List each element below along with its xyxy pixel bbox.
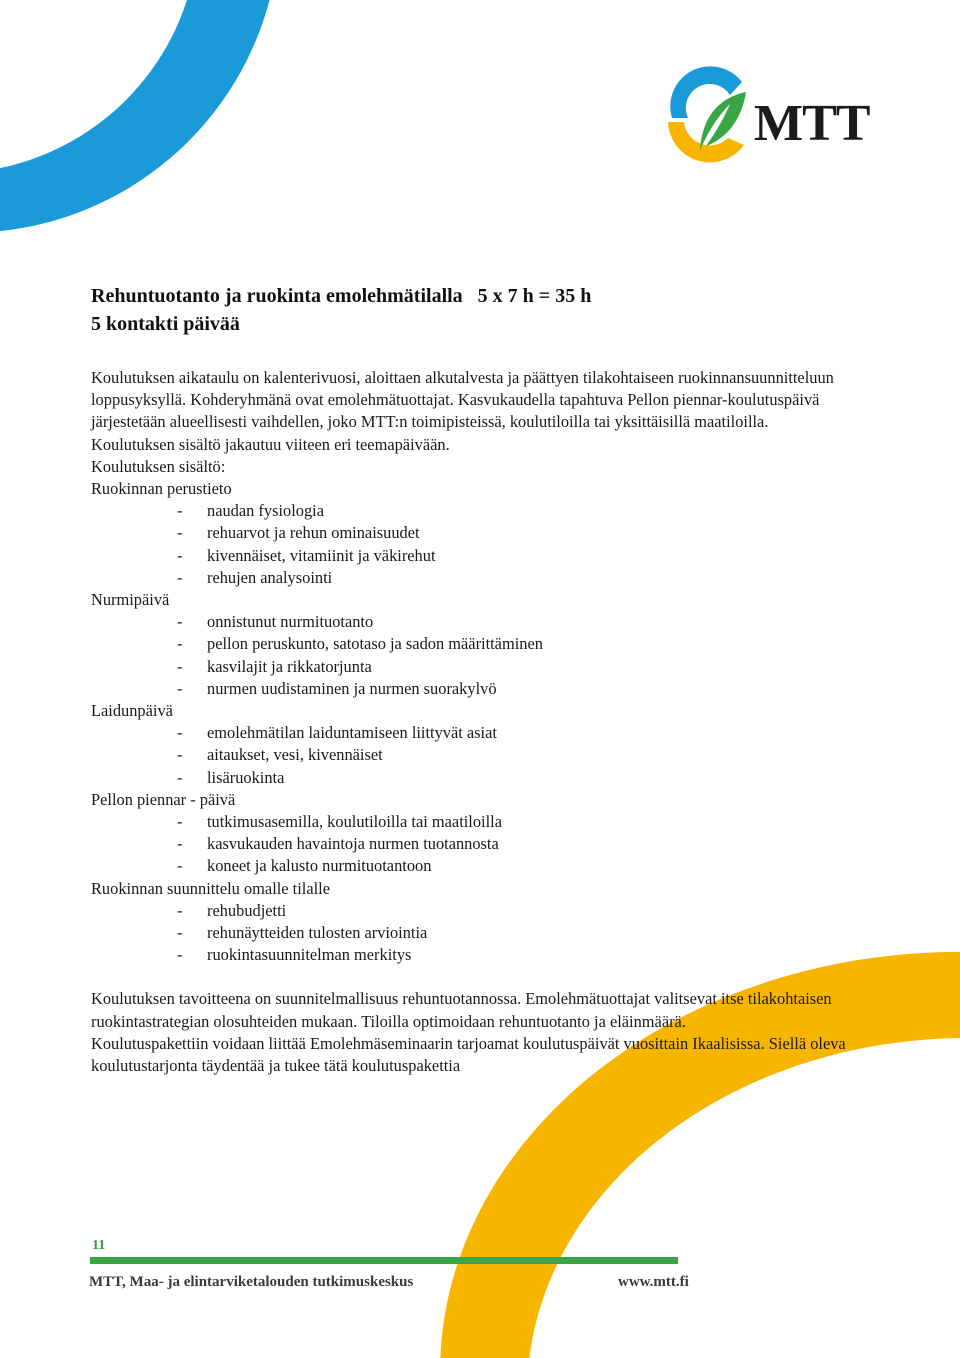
list-item: - kivennäiset, vitamiinit ja väkirehut (177, 545, 436, 565)
list-item: - emolehmätilan laiduntamiseen liittyvät asiat (177, 723, 497, 743)
goal-paragraph: Koulutuksen tavoitteena on suunnitelmallisuus rehuntuotannossa. Emolehmätuottajat valitsevat itse tilakohtaisen ruokintastrategian olosuhteiden mukaan. Tiloilla optimoidaan rehuntuotanto ja eläinmäärä. (91, 989, 832, 1031)
list-item: - rehujen analysointi (177, 567, 333, 587)
intro-paragraph: Koulutuksen aikataulu on kalenterivuosi, aloittaen alkutalvesta ja päättyen tilakohtaiseen ruokinnansuunnitteluun loppusyksyllä. Kohderyhmänä ovat emolehmätuottajat. Kasvukaudella tapahtuva Pellon piennar-koulutuspäivä järjestetään alueellisesti vaihdellen, joko MTT:n toimipisteissä, koulutiloilla tai yksittäisillä maatiloilla. Koulutuksen sisältö jakautuu viiteen eri teemapäivään. (91, 368, 834, 454)
list-item: - ruokintasuunnitelman merkitys (177, 945, 412, 965)
section-list (91, 611, 851, 700)
footer-organization: MTT, Maa- ja elintarviketalouden tutkimuskeskus (89, 1274, 414, 1290)
section-list (91, 900, 851, 967)
section-title: Nurmipäivä (91, 590, 170, 610)
section-list (91, 811, 851, 878)
list-item: - koneet ja kalusto nurmituotantoon (177, 856, 432, 876)
footer-website-link[interactable]: www.mtt.fi (618, 1274, 689, 1290)
content-heading: Koulutuksen sisältö: (91, 456, 226, 476)
logo-wordmark: MTT (754, 95, 870, 152)
section-pellon-piennar (91, 789, 851, 878)
list-item: - lisäruokinta (177, 767, 285, 787)
blue-arc-decoration (0, 0, 272, 232)
main-content (91, 282, 851, 1077)
list-item: - aitaukset, vesi, kivennäiset (177, 745, 383, 765)
list-item: - rehuarvot ja rehun ominaisuudet (177, 523, 420, 543)
list-item: - kasvilajit ja rikkatorjunta (177, 656, 372, 676)
section-title: Pellon piennar - päivä (91, 789, 236, 809)
document-title (91, 282, 851, 338)
list-item: - kasvukauden havaintoja nurmen tuotannosta (177, 834, 499, 854)
list-item: - tutkimusasemilla, koulutiloilla tai maatiloilla (177, 812, 502, 832)
section-nurmipaiva (91, 589, 851, 700)
list-item: - onnistunut nurmituotanto (177, 612, 374, 632)
section-ruokinnan-suunnittelu (91, 878, 851, 967)
list-item: - rehubudjetti (177, 900, 287, 920)
section-list (91, 500, 851, 589)
list-item: - naudan fysiologia (177, 501, 324, 521)
section-laidunpaiva (91, 700, 851, 789)
logo-leaf (700, 92, 746, 150)
mtt-logo-mark (668, 66, 746, 162)
list-item: - pellon peruskunto, satotaso ja sadon määrittäminen (177, 634, 543, 654)
section-title: Ruokinnan perustieto (91, 479, 232, 499)
list-item: - nurmen uudistaminen ja nurmen suorakylvö (177, 678, 497, 698)
section-list (91, 722, 851, 789)
section-title: Laidunpäivä (91, 701, 173, 721)
section-title: Ruokinnan suunnittelu omalle tilalle (91, 878, 330, 898)
package-paragraph: Koulutuspakettiin voidaan liittää Emolehmäseminaarin tarjoamat koulutuspäivät vuosittain Ikaalisissa. Siellä oleva koulutustarjonta täydentää ja tukee tätä koulutuspakettia (91, 1033, 846, 1076)
title-line-1: Rehuntuotanto ja ruokinta emolehmätilalla 5 x 7 h = 35 h (91, 285, 592, 307)
list-item: - rehunäytteiden tulosten arviointia (177, 923, 428, 943)
footer-green-line (90, 1257, 678, 1264)
page-number: 11 (92, 1238, 106, 1253)
section-ruokinnan-perustieto (91, 478, 851, 589)
title-line-2: 5 kontakti päivää (91, 313, 240, 335)
